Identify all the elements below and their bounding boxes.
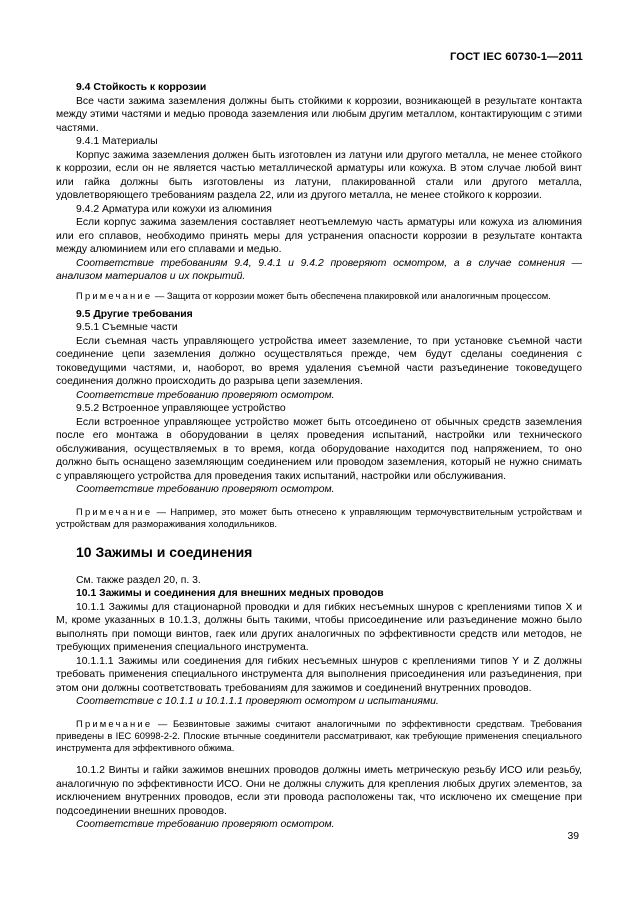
compliance-statement: Соответствие требованиям 9.4, 9.4.1 и 9.4.2 проверяют осмотром, а в случае сомнения — анализом материалов и их покрытий. (56, 257, 582, 282)
paragraph: 10.1.2 Винты и гайки зажимов внешних проводов должны иметь метрическую резьбу ИСО или резьбу, аналогичную по эффективности ИСО. Они не должны служить для крепления любых других элементов, за исключением внутренних проводов, если эти провода расположены так, что исключено их смещение при подсоединении внешних проводов. (56, 765, 582, 817)
subsection-9-4-1-heading: 9.4.1 Материалы (76, 136, 158, 147)
note (56, 290, 582, 302)
subsection-9-5-1-heading: 9.5.1 Съемные части (76, 322, 178, 334)
document-id-header: ГОСТ IEC 60730-1—2011 (449, 51, 583, 63)
section-9-5-heading: 9.5 Другие требования (76, 308, 193, 320)
paragraph: 10.1.1.1 Зажимы или соединения для гибких несъемных шнуров с креплениями типов Y и Z должны требовать применения специального инструмента для выполнения присоединения или разъединения, при этом они должны соответствовать требованиям для зажимов и соединений внутренних проводов. (56, 655, 582, 694)
subsection-9-5-2-heading: 9.5.2 Встроенное управляющее устройство (76, 403, 286, 415)
page-content (56, 80, 582, 832)
note-text: — Безвинтовые зажимы считают аналогичными по эффективности средствам. Требования приведены в IEC 60998-2-2. Плоские втычные соединители рассматривают, как требующие применения специального инструмента для эффективного обжима. (56, 717, 582, 754)
paragraph: Корпус зажима заземления должен быть изготовлен из латуни или другого металла, не менее стойкого к коррозии, если он не является частью металлической арматуры или кожуха. В этом случае любой винт или гайка должны быть изготовлены из латуни, плакированной стали или другого металла, удовлетворяющего требованиям раздела 22, или из другого металла, не менее стойкого к коррозии. (56, 149, 582, 201)
compliance-statement: Соответствие требованию проверяют осмотром. (76, 389, 335, 401)
compliance-statement: Соответствие требованию проверяют осмотром. (76, 819, 335, 831)
subsection-9-4-2-heading: 9.4.2 Арматура или кожухи из алюминия (76, 203, 272, 215)
note-text: — Защита от коррозии может быть обеспечена плакировкой или аналогичным процессом. (152, 289, 551, 301)
compliance-statement: Соответствие требованию проверяют осмотром. (76, 484, 335, 496)
note-label: Примечание (76, 289, 153, 301)
section-10-heading: 10 Зажимы и соединения (76, 544, 253, 561)
paragraph: Если встроенное управляющее устройство может быть отсоединено от обычных средств заземления после его монтажа в оборудовании в целях проведения испытаний, настройки или технического обслуживания, осуществляемых в то время, когда оборудование находится под напряжением, то оно должно быть оснащено заземляющим соединением или проводом заземления, который не нужно снимать с управляющего устройства для проведения таких испытаний, настройки или обслуживания. (56, 416, 582, 482)
note-label: Примечание (76, 505, 153, 517)
paragraph: Если корпус зажима заземления составляет неотъемлемую часть арматуры или кожуха из алюминия или его сплавов, необходимо принять меры для устранения опасности коррозии в результате контакта между алюминием или его сплавами и медью. (56, 217, 582, 255)
compliance-statement: Соответствие с 10.1.1 и 10.1.1.1 проверяют осмотром и испытаниями. (76, 696, 439, 708)
note (56, 506, 582, 530)
section-9-4-heading: 9.4 Стойкость к коррозии (76, 82, 207, 93)
paragraph: Все части зажима заземления должны быть стойкими к коррозии, возникающей в результате контакта между этими частями и медью провода заземления или любым другим металлом, контактирующим с этими частями. (56, 95, 582, 134)
note (56, 718, 582, 755)
section-10-1-heading: 10.1 Зажимы и соединения для внешних медных проводов (76, 588, 384, 600)
paragraph: Если съемная часть управляющего устройства имеет заземление, то при установке съемной части соединение цепи заземления должно осуществляться прежде, чем будут сделаны соединения с токоведущими частями, и, наоборот, во время удаления съемной части разъединение токоведущего соединения должно происходить до разрыва цепи заземления. (56, 335, 582, 388)
note-text: — Например, это может быть отнесено к управляющим термочувствительным устройствам и устройствам для размораживания холодильников. (56, 505, 582, 529)
paragraph: 10.1.1 Зажимы для стационарной проводки и для гибких несъемных шнуров с креплениями типов X и M, кроме указанных в 10.1.3, должны быть такими, чтобы присоединение или разъединение можно было выполнять при помощи винтов, гаек или других аналогичных по эффективности средств или методов, не требующих применения специального инструмента. (56, 601, 582, 654)
note-label: Примечание (76, 717, 153, 729)
paragraph: См. также раздел 20, п. 3. (76, 574, 201, 586)
page-number: 39 (567, 831, 579, 842)
